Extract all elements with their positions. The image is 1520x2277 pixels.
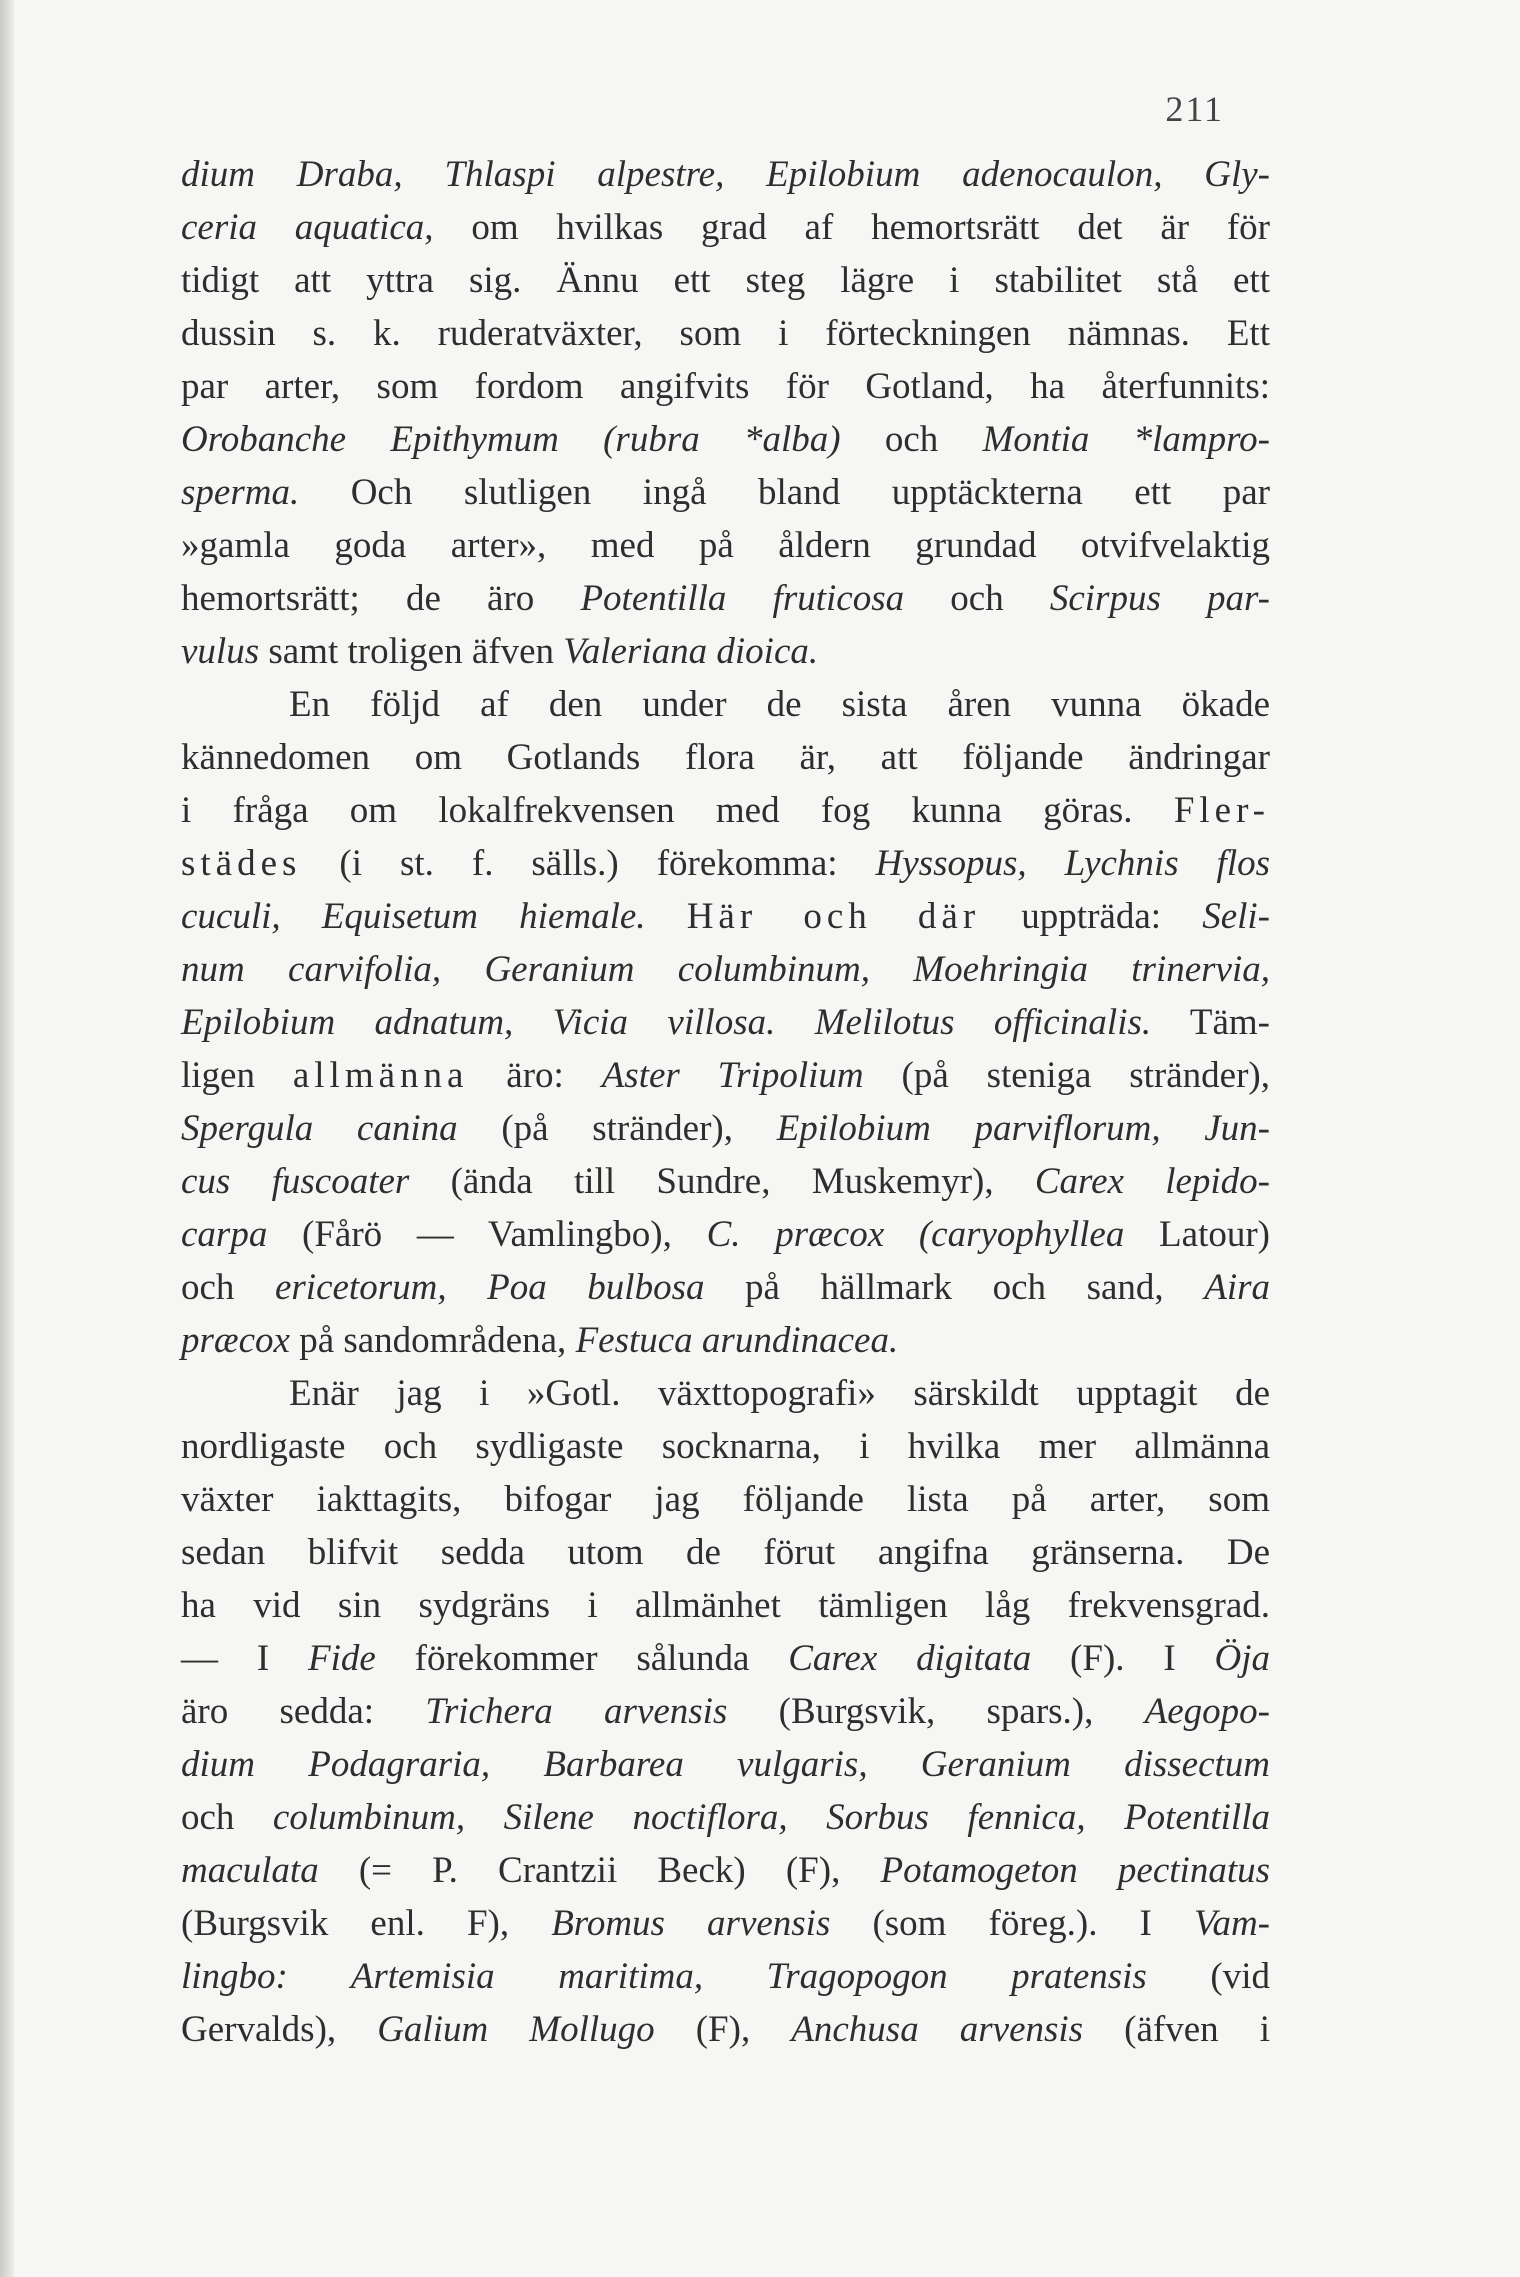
text-line: i fråga om lokalfrekvensen med fog kunna göras. Fler- [181, 790, 1270, 831]
text-line: Epilobium adnatum, Vicia villosa. Melilotus officinalis. Täm- [181, 1002, 1270, 1043]
text-line: cuculi, Equisetum hiemale. Här och där uppträda: Seli- [181, 896, 1271, 937]
text-line: dussin s. k. ruderatväxter, som i förteckningen nämnas. Ett [181, 313, 1270, 354]
text-line: carpa (Fårö — Vamlingbo), C. præcox (caryophyllea Latour) [181, 1214, 1270, 1255]
text-line: och columbinum, Silene noctiflora, Sorbus fennica, Potentilla [181, 1797, 1270, 1838]
text-line: dium Podagraria, Barbarea vulgaris, Geranium dissectum [181, 1744, 1270, 1785]
text-line: hemortsrätt; de äro Potentilla fruticosa och Scirpus par- [181, 578, 1271, 619]
text-line: ligen allmänna äro: Aster Tripolium (på steniga stränder), [181, 1055, 1270, 1096]
text-line: num carvifolia, Geranium columbinum, Moehringia trinervia, [181, 949, 1270, 990]
text-line: maculata (= P. Crantzii Beck) (F), Potamogeton pectinatus [181, 1850, 1270, 1891]
page-number: 211 [1165, 89, 1224, 129]
text-line: dium Draba, Thlaspi alpestre, Epilobium adenocaulon, Gly- [181, 154, 1270, 195]
text-line: äro sedda: Trichera arvensis (Burgsvik, spars.), Aegopo- [181, 1691, 1270, 1732]
text-line: — I Fide förekommer sålunda Carex digitata (F). I Öja [181, 1638, 1271, 1679]
text-line: præcox på sandområdena, Festuca arundinacea. [181, 1320, 899, 1361]
text-line: Gervalds), Galium Mollugo (F), Anchusa arvensis (äfven i [181, 2009, 1270, 2050]
text-line: tidigt att yttra sig. Ännu ett steg lägre i stabilitet stå ett [181, 260, 1270, 301]
text-line: ha vid sin sydgräns i allmänhet tämligen låg frekvensgrad. [181, 1585, 1270, 1626]
text-line: lingbo: Artemisia maritima, Tragopogon pratensis (vid [181, 1956, 1270, 1997]
text-line: »gamla goda arter», med på åldern grundad otvifvelaktig [181, 525, 1270, 566]
text-line: nordligaste och sydligaste socknarna, i hvilka mer allmänna [181, 1426, 1270, 1467]
text-line: Enär jag i »Gotl. växttopografi» särskildt upptagit de [289, 1373, 1270, 1414]
text-line: cus fuscoater (ända till Sundre, Muskemyr), Carex lepido- [181, 1161, 1270, 1202]
text-line: En följd af den under de sista åren vunna ökade [289, 684, 1270, 725]
text-line: växter iakttagits, bifogar jag följande lista på arter, som [181, 1479, 1270, 1520]
text-line: ceria aquatica, om hvilkas grad af hemortsrätt det är för [181, 207, 1270, 248]
text-line: städes (i st. f. sälls.) förekomma: Hyssopus, Lychnis flos [181, 843, 1271, 884]
text-line: sperma. Och slutligen ingå bland upptäckterna ett par [181, 472, 1270, 513]
text-line: vulus samt troligen äfven Valeriana dioica. [181, 631, 819, 672]
text-line: och ericetorum, Poa bulbosa på hällmark och sand, Aira [181, 1267, 1270, 1308]
page-body [181, 148, 1270, 2056]
text-line: par arter, som fordom angifvits för Gotland, ha återfunnits: [181, 366, 1270, 407]
text-line: kännedomen om Gotlands flora är, att följande ändringar [181, 737, 1270, 778]
text-line: Orobanche Epithymum (rubra *alba) och Montia *lampro- [181, 419, 1270, 460]
text-line: (Burgsvik enl. F), Bromus arvensis (som föreg.). I Vam- [181, 1903, 1270, 1944]
text-line: sedan blifvit sedda utom de förut angifna gränserna. De [181, 1532, 1270, 1573]
text-line: Spergula canina (på stränder), Epilobium parviflorum, Jun- [181, 1108, 1271, 1149]
page-edge-shadow [0, 0, 14, 2277]
